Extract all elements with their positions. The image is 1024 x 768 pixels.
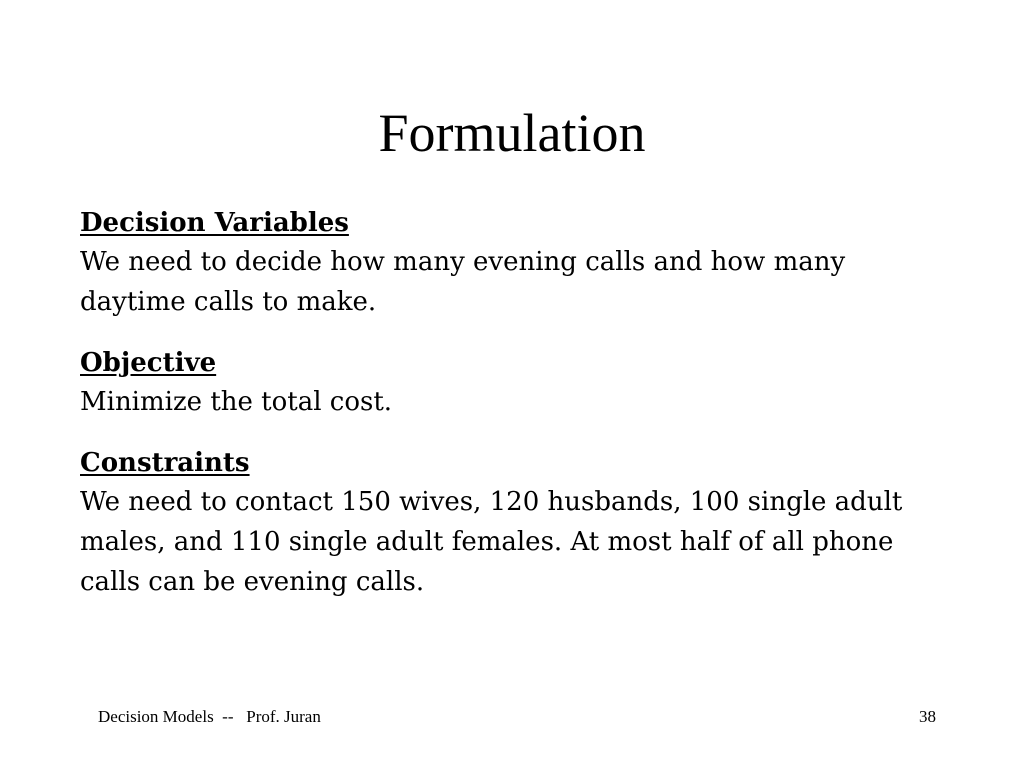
section-text: We need to contact 150 wives, 120 husbands, 100 single adult males, and 110 single adult females. At most half of all phone calls can be evening calls. — [80, 487, 903, 597]
section-text: Minimize the total cost. — [80, 387, 393, 417]
footer-course: Decision Models -- Prof. Juran — [98, 707, 321, 726]
slide-title: Formulation — [378, 103, 646, 163]
section-heading: Objective — [80, 348, 217, 378]
section-heading: Decision Variables — [80, 208, 349, 238]
section-text: We need to decide how many evening calls and how many daytime calls to make. — [80, 247, 846, 317]
slide-content — [80, 204, 940, 624]
section-constraints — [80, 444, 940, 602]
section-decision-variables — [80, 204, 940, 322]
footer-page-number: 38 — [919, 707, 936, 726]
section-heading: Constraints — [80, 448, 250, 478]
section-objective — [80, 344, 940, 422]
